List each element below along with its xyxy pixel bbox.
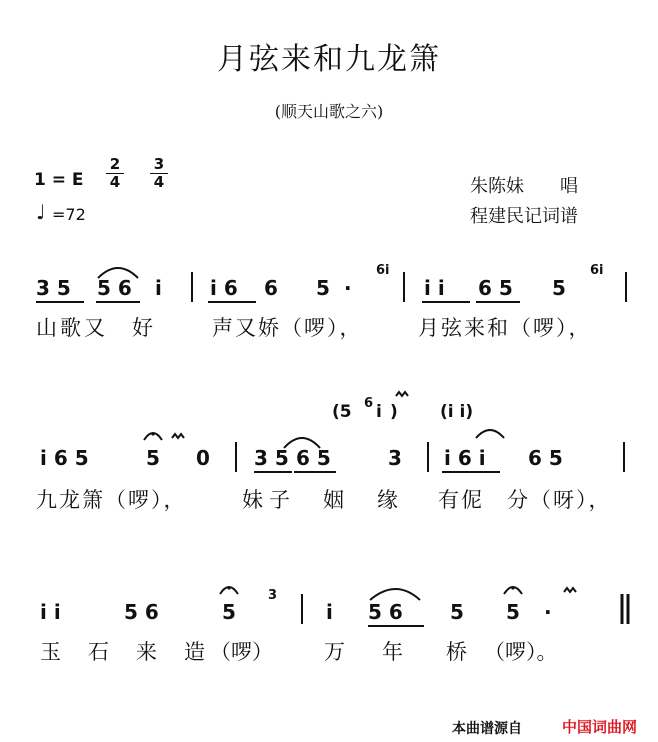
- lyric-line: 声又娇（啰），: [212, 316, 363, 340]
- lyric-line: 有伲 分（呀），: [438, 488, 612, 512]
- singer-credit: 朱陈妹 唱: [470, 176, 578, 197]
- note-group: i i: [424, 276, 445, 300]
- quarter-note-icon: ♩: [36, 200, 46, 224]
- note-rest: 0: [196, 446, 210, 470]
- grace-note: 6i: [376, 263, 390, 278]
- note-fermata: 5: [222, 600, 236, 624]
- note-group: 3 5: [254, 446, 289, 470]
- grace-note: 3: [268, 588, 278, 603]
- lyric-line: （啰）: [210, 640, 273, 664]
- note-group: i i: [40, 600, 61, 624]
- note-group: 6 5: [296, 446, 331, 470]
- dot: ·: [544, 600, 552, 624]
- lyric-line: 桥: [446, 640, 467, 664]
- grace-note: 6i: [590, 263, 604, 278]
- note-group: i 6 5: [40, 446, 89, 470]
- note-fermata: 5: [146, 446, 160, 470]
- time-signature-3-4: $\frac{3}{4}$: [150, 156, 168, 191]
- note-group: 5: [450, 600, 464, 624]
- tempo-marking: =72: [52, 205, 86, 224]
- footer-source: 本曲谱源自: [452, 721, 522, 737]
- note-group: 6 5: [528, 446, 563, 470]
- lyric-line: 山歌又 好: [36, 316, 156, 340]
- note-group: 3: [388, 446, 402, 470]
- note-group: 5 6: [124, 600, 159, 624]
- footer-site-link[interactable]: 中国词曲网: [562, 718, 638, 736]
- above-note: i: [376, 402, 382, 422]
- note-group: i 6 i: [444, 446, 486, 470]
- time-signature-2-4: $\frac{2}{4}$: [106, 156, 124, 191]
- transcriber-credit: 程建民记词谱: [470, 206, 578, 227]
- dot: ·: [344, 276, 352, 300]
- note-group: i: [155, 276, 162, 300]
- lyric-line: 妹子 姻 缘: [242, 488, 404, 512]
- lyric-line: 玉 石 来 造: [40, 640, 208, 664]
- note-group: 5: [552, 276, 566, 300]
- note-group: 6: [264, 276, 278, 300]
- above-note: ): [390, 402, 398, 422]
- above-note: (5: [332, 402, 352, 422]
- subtitle: (顺天山歌之六): [274, 102, 384, 121]
- page-title: 月弦来和九龙箫: [217, 42, 441, 77]
- grace-note: 6: [364, 396, 374, 411]
- note-fermata: 5: [506, 600, 520, 624]
- lyric-line: （啰）。: [484, 640, 558, 664]
- lyric-line: 九龙箫（啰），: [36, 488, 187, 512]
- note-group: 5 6: [97, 276, 132, 300]
- note-group: i: [326, 600, 333, 624]
- note-group: 3 5: [36, 276, 71, 300]
- lyric-line: 月弦来和（啰），: [418, 316, 592, 340]
- key-signature: 1 = E: [34, 170, 84, 190]
- lyric-line: 万 年: [324, 640, 411, 664]
- note-group: i 6: [210, 276, 238, 300]
- note-group: 5 6: [368, 600, 403, 624]
- note-group: 6 5: [478, 276, 513, 300]
- above-note: (i i): [440, 402, 474, 422]
- note-group: 5: [316, 276, 330, 300]
